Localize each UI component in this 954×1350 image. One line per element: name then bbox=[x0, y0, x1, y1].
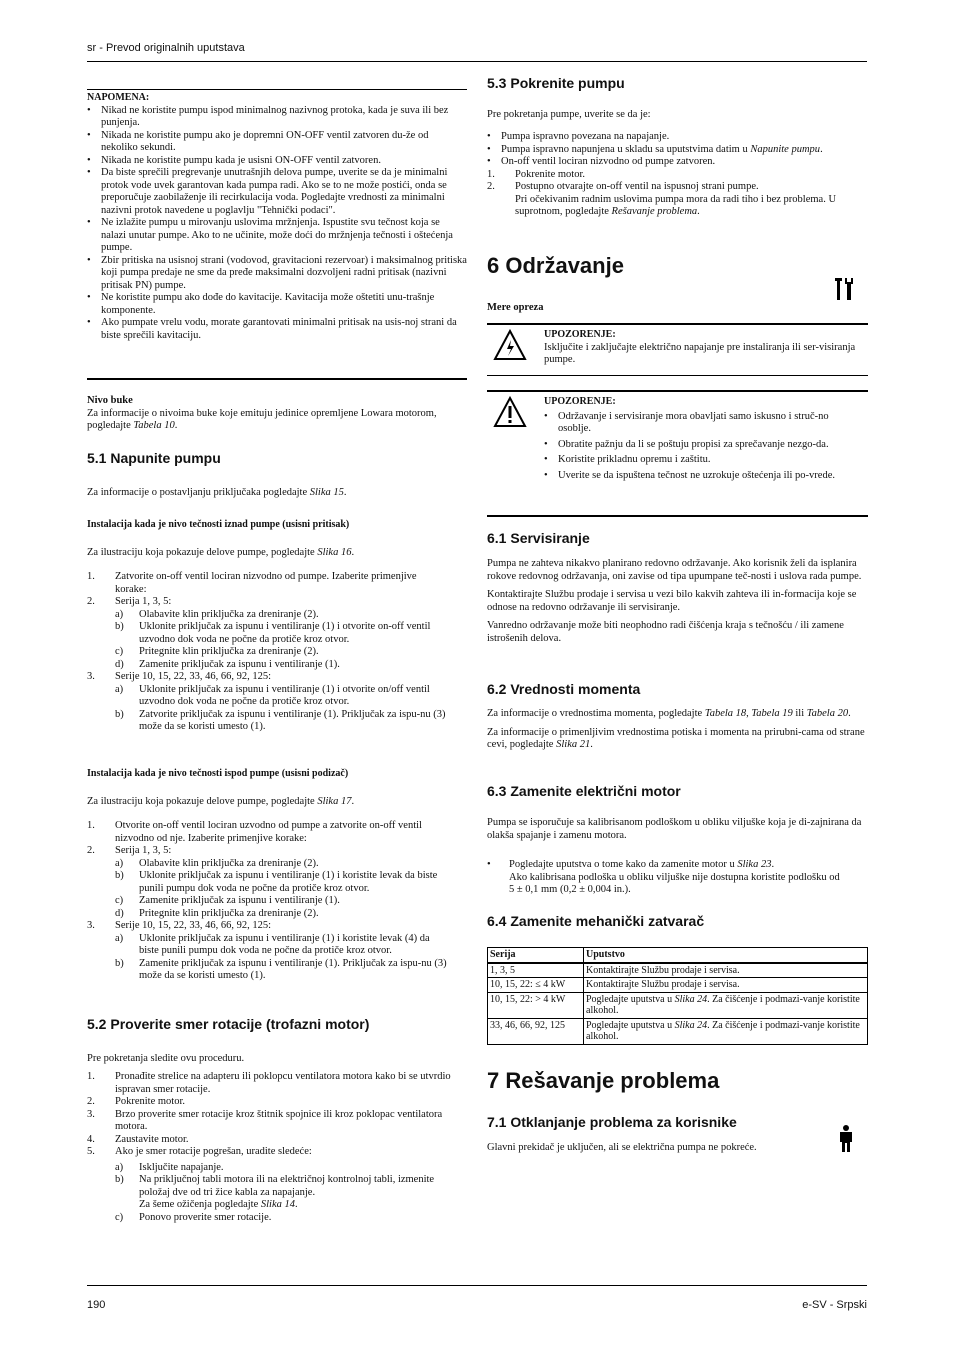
list-item: 2. Postupno otvarajte on-off ventil na ispusnoj strani pumpe. Pri očekivanim radnim uslovima pumpa mora da radi tiho i bez problema. U suprotnom, pogledajte Rešavanje problema. bbox=[487, 181, 837, 217]
link-ref[interactable]: Slika 17 bbox=[317, 796, 352, 807]
list-item: • Ne koristite pumpu ako dođe do kavitacije. Kavitacija može oštetiti unu-trašnje komponente. bbox=[87, 292, 467, 317]
list-item: 3. Brzo proverite smer rotacije kroz štitnik spojnice ili kroz poklopac ventilatora motora. bbox=[87, 1108, 443, 1132]
table-cell: Pogledajte uputstva u Slika 24. Za čišćenje i podmazi-vanje koristite alkohol. bbox=[584, 992, 868, 1018]
list-item: 2. Serija 1, 3, 5: bbox=[87, 845, 172, 856]
link-ref[interactable]: Napunite pumpu bbox=[750, 143, 821, 155]
list-item: b) Uklonite priključak za ispunu i ventiliranje (1) i koristite levak da biste punili pumpu dok voda ne počne da protiče kroz otvor. bbox=[115, 870, 438, 894]
list-item: 4. Zaustavite motor. bbox=[87, 1133, 189, 1145]
list-item: • Koristite prikladnu opremu i zaštitu. bbox=[544, 454, 864, 467]
s62-text bbox=[487, 708, 865, 752]
section-6-3-title: 6.3 Zamenite električni motor bbox=[487, 783, 681, 799]
table-header-row bbox=[488, 948, 868, 963]
list-item: b) Na priključnoj tabli motora ili na električnoj kontrolnoj tabli, izmenite položaj dve od tri žice kabla za napajanje. Za šeme ožičenja pogledajte Slika 14. bbox=[115, 1174, 435, 1210]
table-header-cell: Uputstvo bbox=[584, 948, 868, 963]
list-item: a) Olabavite klin priključka za dreniranje (2). bbox=[115, 608, 319, 620]
list-item: b) Zatvorite priključak za ispunu i ventiliranje (1). Priključak za ispu-nu (3) može da se koristi umesto (1). bbox=[115, 708, 446, 732]
s63-p: Pumpa se isporučuje sa kalibrisanom podloškom u obliku viljuške koja je di-zajnirana da olakša spajanje i zamenu motora. bbox=[487, 817, 862, 841]
list-item: 3. Serije 10, 15, 22, 33, 46, 66, 92, 125: bbox=[87, 920, 272, 931]
warning-box-general bbox=[487, 390, 868, 517]
list-item: • Ako pumpate vrelu vodu, morate garantovati minimalni pritisak na usis-noj strani da biste sprečili kavitaciju. bbox=[87, 317, 467, 342]
link-ref[interactable]: Slika 24 bbox=[674, 993, 708, 1005]
list-item: c) Pritegnite klin priključka za dreniranje (2). bbox=[115, 646, 319, 657]
list-item: • Obratite pažnju da li se poštuju propisi za sprečavanje nezgo-da. bbox=[544, 439, 864, 452]
list-item: • Ne izlažite pumpu u mirovanju uslovima mržnjenja. Ispustite svu tečnost koja se nalazi unutar pumpe. Ako to ne učinite, može doći do mržnjenja tečnosti i oštećenja pumpe. bbox=[87, 217, 467, 255]
link-ref[interactable]: Slika 21 bbox=[556, 739, 591, 750]
list-item: a) Olabavite klin priključka za dreniranje (2). bbox=[115, 857, 319, 869]
noise-title: Nivo buke bbox=[87, 395, 133, 406]
paragraph: Vanredno održavanje može biti neophodno radi čišćenja kraja s tečnošću / ili zamene istrošenih delova. bbox=[487, 620, 844, 644]
s61-text bbox=[487, 558, 865, 645]
list-item: d) Pritegnite klin priključka za dreniranje (2). bbox=[115, 907, 319, 919]
warning-title: UPOZORENJE: bbox=[544, 329, 616, 340]
list-item: 1. Pokrenite motor. bbox=[487, 168, 585, 180]
table-cell: Kontaktirajte Službu prodaje i servisa. bbox=[584, 978, 868, 993]
chapter-6-title: 6 Održavanje bbox=[487, 253, 624, 278]
list-item: • Održavanje i servisiranje mora obavljati samo iskusno i struč-no osoblje. bbox=[544, 411, 864, 436]
note-top-rule bbox=[87, 89, 467, 90]
warning-text: Isključite i zaključajte električno napajanje pre instaliranja ili ser-visiranja pumpe. bbox=[544, 341, 856, 365]
list-item: a) Isključite napajanje. bbox=[115, 1161, 224, 1173]
table-header-cell: Serija bbox=[488, 948, 584, 963]
s51-steps-a bbox=[87, 571, 449, 734]
page-number: 190 bbox=[87, 1299, 106, 1311]
list-item: b) Uklonite priključak za ispunu i ventiliranje (1) i otvorite on-off ventil uzvodno dok voda ne počne da protiče kroz otvor. bbox=[115, 621, 431, 645]
footer-doc: e-SV - Srpski bbox=[802, 1299, 867, 1311]
list-item: a) Uklonite priključak za ispunu i ventiliranje (1) i otvorite on/off ventil uzvodno dok voda ne počne da protiče kroz otvor. bbox=[115, 683, 430, 707]
note-title: NAPOMENA: bbox=[87, 92, 150, 103]
link-ref[interactable]: Rešavanje problema bbox=[611, 206, 698, 217]
list-item: • Nikada ne koristite pumpu kada je usisni ON-OFF ventil zatvoren. bbox=[87, 155, 467, 168]
link-ref[interactable]: Slika 14 bbox=[260, 1199, 295, 1210]
list-item: • Nikada ne koristite pumpu ako je dopremni ON-OFF ventil zatvoren du-že od nekoliko sekundi. bbox=[87, 130, 467, 155]
list-item: 3. Serije 10, 15, 22, 33, 46, 66, 92, 125: bbox=[87, 671, 272, 682]
table-cell: 10, 15, 22: > 4 kW bbox=[488, 992, 584, 1018]
paragraph: Za informacije o primenljivim vrednostima potiska i momenta na prirubni-cama od strane cevi, pogledajte Slika 21. bbox=[487, 726, 865, 750]
s51-steps-b bbox=[87, 820, 449, 983]
noise-text: Za informacije o nivoima buke koje emituju jedinice opremljene Lowara motorom, pogledajte Tabela 10. bbox=[87, 407, 437, 431]
list-item: c) Zamenite priključak za ispunu i ventiliranje (1). bbox=[115, 895, 340, 906]
s71-p: Glavni prekidač je uključen, ali se električna pumpa ne pokreće. bbox=[487, 1142, 757, 1153]
s51-sub1: Instalacija kada je nivo tečnosti iznad pumpe (usisni pritisak) bbox=[87, 519, 350, 530]
table-cell: 1, 3, 5 bbox=[488, 963, 584, 978]
list-item: 1. Otvorite on-off ventil lociran uzvodno od pumpe a zatvorite on-off ventil nizvodno od nje. Izaberite primenjive korake: bbox=[87, 820, 422, 844]
list-item: d) Zamenite priključak za ispunu i ventiliranje (1). bbox=[115, 658, 340, 670]
noise-section bbox=[87, 395, 467, 433]
electric-warning-icon bbox=[493, 329, 527, 366]
link-ref[interactable]: Slika 16 bbox=[317, 547, 352, 558]
note-box bbox=[87, 92, 467, 342]
link-ref[interactable]: Slika 15 bbox=[309, 487, 344, 498]
paragraph: Kontaktirajte Službu prodaje i servisa u vezi bilo kakvih zahteva ili in-formacija koje se odnose na redovno održavanje ili servisiranje. bbox=[487, 589, 857, 613]
list-item: 2. Serija 1, 3, 5: bbox=[87, 596, 172, 607]
s53-list bbox=[487, 131, 847, 219]
table-row bbox=[488, 1018, 868, 1044]
list-item: • Da biste sprečili pregrevanje unutrašnjih delova pumpe, uverite se da je minimalni protok vode uvek garantovan kada pumpa radi. Ako se to ne može postići, onda se preporučuje zaobilaženje ili recirkulacija voda. Pogledajte vrednosti za minimalni nazivni protok navedene u poglavlju "Tehnički podaci". bbox=[87, 167, 467, 217]
list-item: 1. Zatvorite on-off ventil lociran nizvodno od pumpe. Izaberite primenjive korake: bbox=[87, 571, 417, 595]
link-ref[interactable]: Tabela 18 bbox=[704, 708, 747, 719]
seal-table bbox=[487, 947, 868, 1045]
paragraph: Pumpa ne zahteva nikakvo planirano redovno održavanje. Ako korisnik želi da isplanira rokove redovnog održavanja, oni zavise od tipa upumpane teč-nosti i uslova rada pumpe. bbox=[487, 558, 862, 582]
list-item: • Pumpa ispravno povezana na napajanje. bbox=[487, 131, 847, 144]
list-item: 2. Pokrenite motor. bbox=[87, 1096, 185, 1107]
s51-sub1p: Za ilustraciju koja pokazuje delove pumpe, pogledajte Slika 16. bbox=[87, 547, 355, 558]
footer-rule bbox=[87, 1285, 867, 1286]
link-ref[interactable]: Tabela 10 bbox=[133, 420, 175, 431]
s52-steps bbox=[87, 1071, 462, 1224]
s51-sub2: Instalacija kada je nivo tečnosti ispod pumpe (usisni podizač) bbox=[87, 768, 349, 779]
s53-p: Pre pokretanja pumpe, uverite se da je: bbox=[487, 109, 651, 120]
section-6-4-title: 6.4 Zamenite mehanički zatvarač bbox=[487, 913, 705, 929]
s63-list bbox=[487, 859, 847, 897]
mere-opreza: Mere opreza bbox=[487, 302, 544, 313]
section-6-1-title: 6.1 Servisiranje bbox=[487, 530, 590, 546]
header-rule bbox=[87, 61, 867, 62]
s52-p: Pre pokretanja sledite ovu proceduru. bbox=[87, 1053, 245, 1064]
list-item: • Uverite se da ispuštena tečnost ne uzrokuje oštećenja ili po-vrede. bbox=[544, 470, 864, 483]
paragraph: Za informacije o vrednostima momenta, pogledajte Tabela 18, Tabela 19 ili Tabela 20. bbox=[487, 708, 851, 719]
table-cell: Pogledajte uputstva u Slika 24. Za čišćenje i podmazi-vanje koristite alkohol. bbox=[584, 1018, 868, 1044]
table-row bbox=[488, 992, 868, 1018]
list-item: • Nikad ne koristite pumpu ispod minimalnog nazivnog protoka, kada je suva ili bez punjenja. bbox=[87, 105, 467, 130]
section-7-1-title: 7.1 Otklanjanje problema za korisnike bbox=[487, 1114, 737, 1130]
table-cell: 10, 15, 22: ≤ 4 kW bbox=[488, 978, 584, 993]
list-item: • Pogledajte uputstva o tome kako da zamenite motor u Slika 23. Ako kalibrisana podloška u obliku viljuške nije dostupna koristite podlošku od 5 ± 0,1 mm (0,2 ± 0,004 in.). bbox=[487, 859, 847, 897]
list-item: • Pumpa ispravno napunjena u skladu sa uputstvima datim u Napunite pumpu. bbox=[487, 144, 847, 157]
section-5-1-title: 5.1 Napunite pumpu bbox=[87, 450, 221, 466]
table-cell: 33, 46, 66, 92, 125 bbox=[488, 1018, 584, 1044]
warning-box-electric bbox=[487, 323, 868, 376]
list-item: a) Uklonite priključak za ispunu i ventiliranje (1) i koristite levak (4) da biste punili pumpu dok voda ne počne da protiče kroz otvor. bbox=[115, 932, 430, 956]
list-item: c) Ponovo proverite smer rotacije. bbox=[115, 1211, 272, 1223]
list-item: 5. Ako je smer rotacije pogrešan, uradite sledeće: bbox=[87, 1146, 312, 1157]
note-list bbox=[87, 105, 467, 343]
list-item: 1. Pronađite strelice na adapteru ili poklopcu ventilatora motora kako bi se utvrdio ispravan smer rotacije. bbox=[87, 1071, 451, 1095]
list-item: • On-off ventil lociran nizvodno od pumpe zatvoren. bbox=[487, 156, 847, 169]
table-row bbox=[488, 978, 868, 993]
section-5-2-title: 5.2 Proverite smer rotacije (trofazni motor) bbox=[87, 1016, 370, 1032]
table-cell: Kontaktirajte Službu prodaje i servisa. bbox=[584, 963, 868, 978]
link-ref[interactable]: Slika 24 bbox=[674, 1019, 708, 1031]
link-ref[interactable]: Slika 23 bbox=[737, 859, 772, 870]
section-5-3-title: 5.3 Pokrenite pumpu bbox=[487, 75, 625, 91]
s51-p1: Za informacije o postavljanju priključaka pogledajte Slika 15. bbox=[87, 487, 347, 498]
tools-icon bbox=[835, 276, 855, 307]
warning-title: UPOZORENJE: bbox=[544, 396, 616, 407]
general-warning-icon bbox=[493, 396, 527, 433]
table-row bbox=[488, 963, 868, 978]
list-item: • Zbir pritiska na usisnoj strani (vodovod, gravitacioni rezervoar) i maksimalnog pritiska koji pumpa predaje ne sme da pređe maksimalni dozvoljeni radni pritisak (nazivni pritisak PN) pumpe. bbox=[87, 255, 467, 293]
s51-sub2p: Za ilustraciju koja pokazuje delove pumpe, pogledajte Slika 17. bbox=[87, 796, 355, 807]
list-item: b) Zamenite priključak za ispunu i ventiliranje (1). Priključak za ispu-nu (3) može da se koristi umesto (1). bbox=[115, 957, 447, 981]
section-6-2-title: 6.2 Vrednosti momenta bbox=[487, 681, 641, 697]
link-ref[interactable]: Tabela 19 bbox=[751, 708, 793, 719]
note-bottom-rule bbox=[87, 378, 467, 380]
running-header: sr - Prevod originalnih uputstava bbox=[87, 42, 245, 54]
chapter-7-title: 7 Rešavanje problema bbox=[487, 1068, 720, 1093]
link-ref[interactable]: Tabela 20 bbox=[806, 708, 849, 719]
